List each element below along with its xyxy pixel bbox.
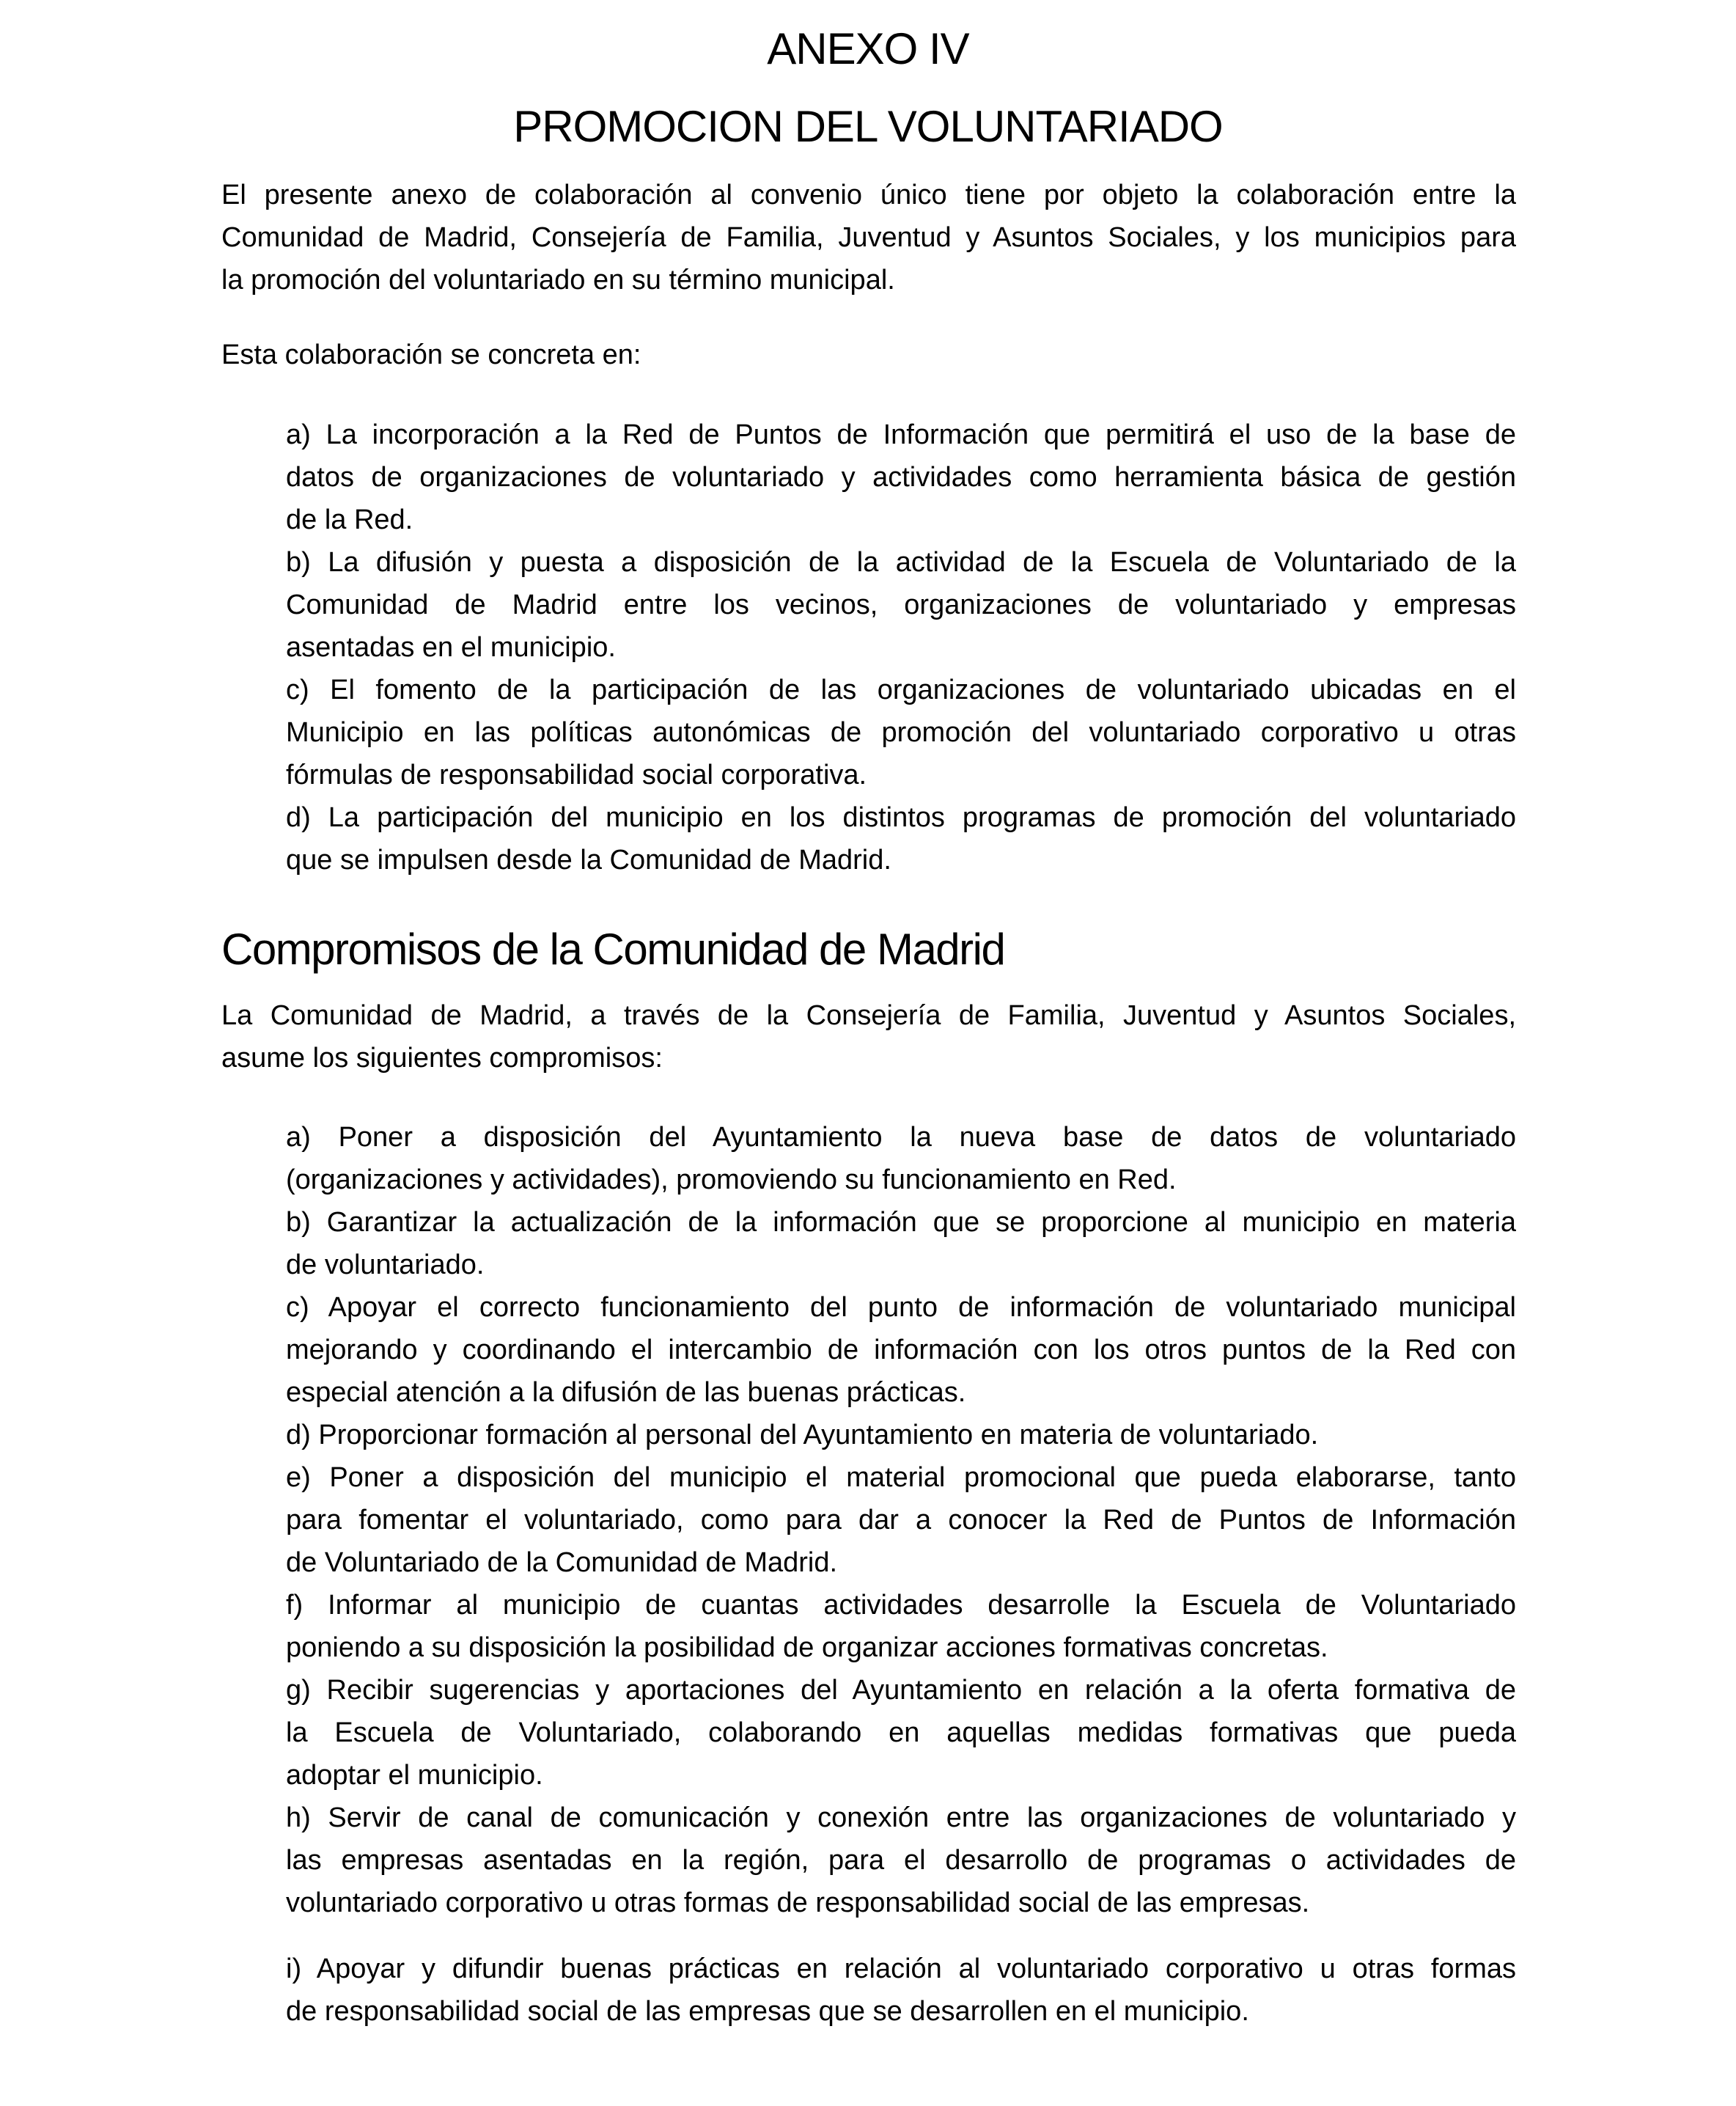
text-line: (organizaciones y actividades), promoviendo su funcionamiento en Red. (286, 1164, 1177, 1195)
text-line: Comunidad de Madrid entre los vecinos, organizaciones de voluntariado y empresas (286, 590, 1516, 620)
text-line: de voluntariado. (286, 1250, 485, 1280)
list-item (286, 669, 1516, 796)
text-line: e) Poner a disposición del municipio el material promocional que pueda elaborarse, tanto (286, 1462, 1516, 1493)
collaboration-list (286, 414, 1516, 881)
list-item (286, 1948, 1516, 2033)
text-line: a) Poner a disposición del Ayuntamiento la nueva base de datos de voluntariado (286, 1122, 1516, 1153)
text-line: d) La participación del municipio en los distintos programas de promoción del voluntariado (286, 802, 1516, 833)
text-line: i) Apoyar y difundir buenas prácticas en relación al voluntariado corporativo u otras formas (286, 1953, 1516, 1984)
text-line: poniendo a su disposición la posibilidad de organizar acciones formativas concretas. (286, 1632, 1328, 1663)
list-item (286, 1797, 1516, 1924)
list-item (286, 1669, 1516, 1797)
text-line: d) Proporcionar formación al personal del Ayuntamiento en materia de voluntariado. (286, 1420, 1319, 1450)
text-line: de responsabilidad social de las empresas que se desarrollen en el municipio. (286, 1996, 1249, 2027)
list-item (286, 1286, 1516, 1414)
text-line: para fomentar el voluntariado, como para dar a conocer la Red de Puntos de Información (286, 1505, 1516, 1536)
document-title: ANEXO IV (767, 24, 969, 73)
list-item (286, 1201, 1516, 1286)
text-line: adoptar el municipio. (286, 1760, 543, 1791)
text-line: asentadas en el municipio. (286, 632, 616, 663)
text-line: la promoción del voluntariado en su término municipal. (221, 265, 895, 296)
text-line: h) Servir de canal de comunicación y conexión entre las organizaciones de voluntariado y (286, 1802, 1516, 1833)
text-line: c) Apoyar el correcto funcionamiento del punto de información de voluntariado municipal (286, 1292, 1516, 1323)
list-item (286, 414, 1516, 541)
text-line: a) La incorporación a la Red de Puntos de Información que permitirá el uso de la base de (286, 419, 1516, 450)
list-item (286, 1414, 1516, 1456)
text-line: Comunidad de Madrid, Consejería de Familia, Juventud y Asuntos Sociales, y los municipios para (221, 222, 1516, 253)
text-line: f) Informar al municipio de cuantas actividades desarrolle la Escuela de Voluntariado (286, 1590, 1516, 1621)
text-line: b) La difusión y puesta a disposición de la actividad de la Escuela de Voluntariado de la (286, 547, 1516, 578)
text-line: que se impulsen desde la Comunidad de Madrid. (286, 845, 891, 876)
text-line: especial atención a la difusión de las buenas prácticas. (286, 1377, 966, 1408)
section-heading-commitments: Compromisos de la Comunidad de Madrid (221, 925, 1005, 974)
text-line: El presente anexo de colaboración al convenio único tiene por objeto la colaboración entre la (221, 180, 1516, 210)
text-line: asume los siguientes compromisos: (221, 1043, 663, 1074)
commitments-intro (221, 994, 1516, 1079)
text-line: g) Recibir sugerencias y aportaciones del Ayuntamiento en relación a la oferta formativa de (286, 1675, 1516, 1706)
collaboration-intro (221, 334, 1516, 376)
list-item (286, 1456, 1516, 1584)
text-line: c) El fomento de la participación de las organizaciones de voluntariado ubicadas en el (286, 675, 1516, 705)
intro-paragraph (221, 174, 1516, 301)
text-line: fórmulas de responsabilidad social corporativa. (286, 760, 867, 790)
text-line: de Voluntariado de la Comunidad de Madrid. (286, 1547, 838, 1578)
text-line: la Escuela de Voluntariado, colaborando en aquellas medidas formativas que pueda (286, 1717, 1516, 1748)
text-line: voluntariado corporativo u otras formas de responsabilidad social de las empresas. (286, 1887, 1310, 1918)
list-item (286, 1116, 1516, 1201)
text-line: Municipio en las políticas autonómicas de promoción del voluntariado corporativo u otras (286, 717, 1516, 748)
text-line: La Comunidad de Madrid, a través de la Consejería de Familia, Juventud y Asuntos Sociales, (221, 1000, 1516, 1031)
text-line: las empresas asentadas en la región, para el desarrollo de programas o actividades de (286, 1845, 1516, 1876)
list-item (286, 541, 1516, 669)
text-line: datos de organizaciones de voluntariado y actividades como herramienta básica de gestión (286, 462, 1516, 493)
list-item (286, 796, 1516, 881)
text-line: de la Red. (286, 505, 413, 535)
document-subtitle: PROMOCION DEL VOLUNTARIADO (513, 102, 1223, 151)
text-line: b) Garantizar la actualización de la información que se proporcione al municipio en materia (286, 1207, 1516, 1238)
commitments-list (286, 1116, 1516, 1924)
list-item (286, 1584, 1516, 1669)
commitments-list-item-i (286, 1948, 1516, 2033)
text-line: mejorando y coordinando el intercambio de información con los otros puntos de la Red con (286, 1335, 1516, 1365)
text-line: Esta colaboración se concreta en: (221, 340, 641, 370)
